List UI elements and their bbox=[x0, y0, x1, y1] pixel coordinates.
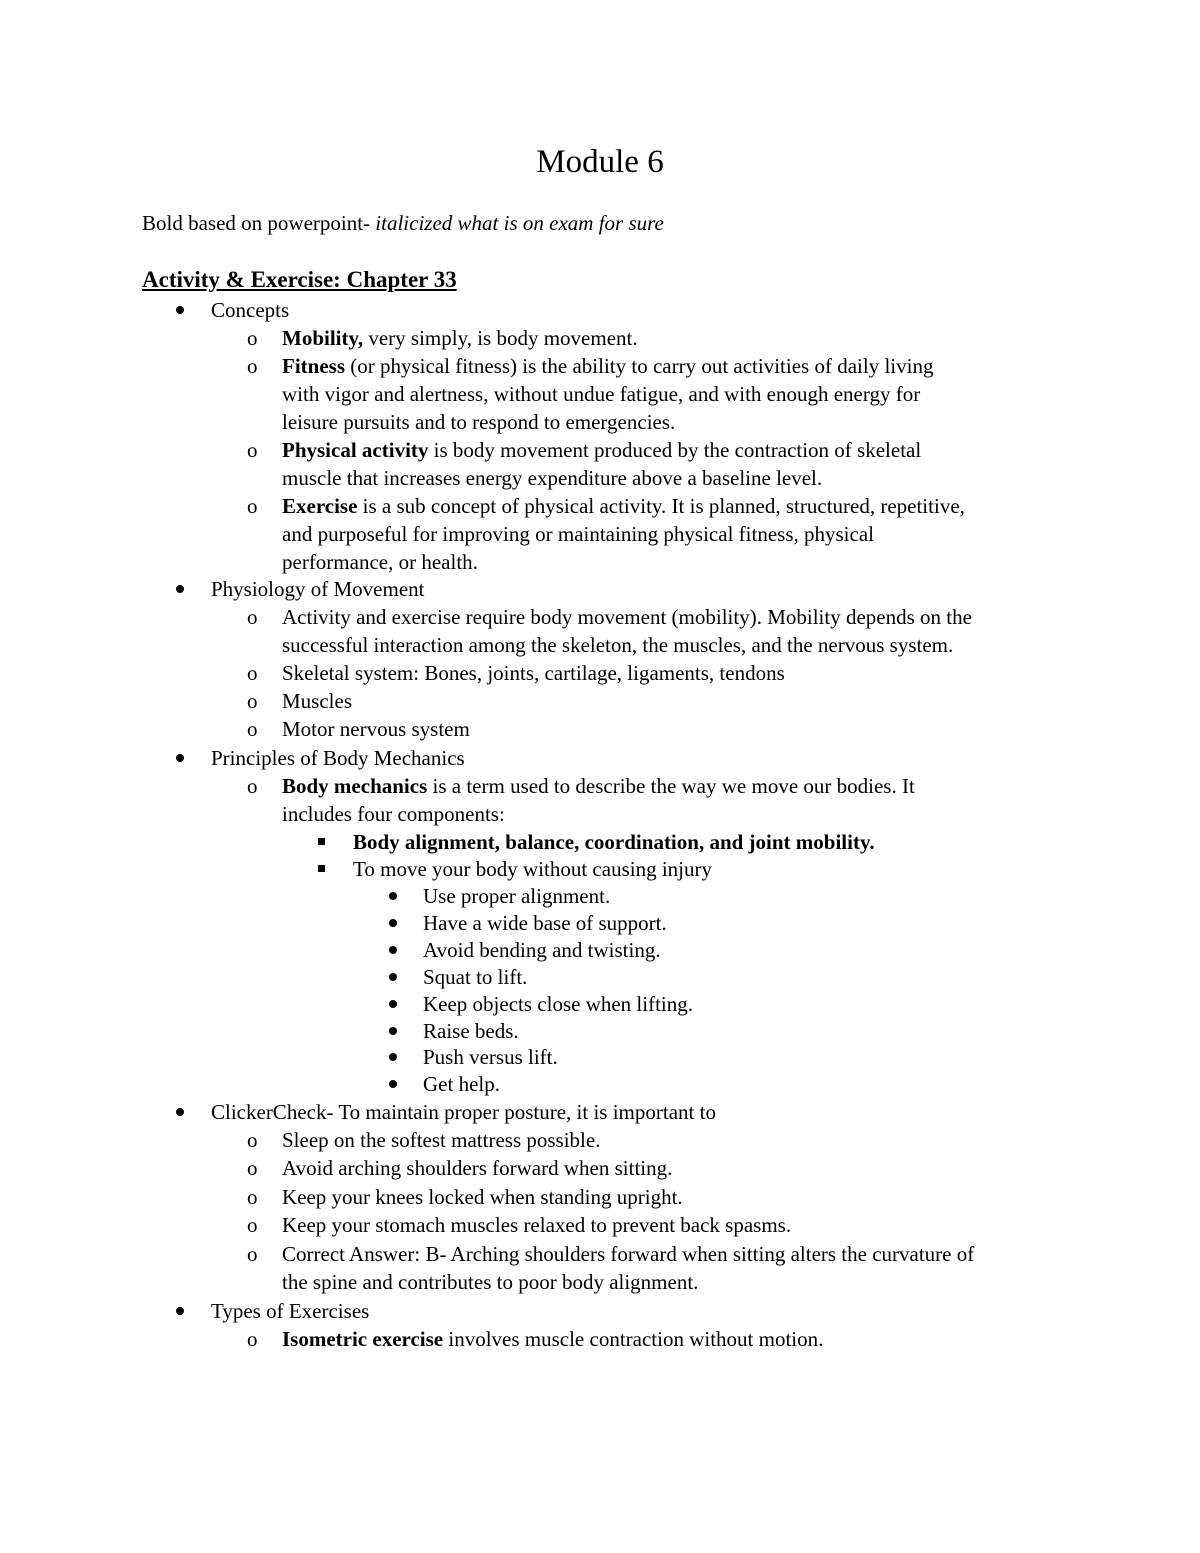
tip-item: Keep objects close when lifting. bbox=[423, 992, 694, 1016]
bullet-square bbox=[318, 838, 325, 845]
bullet-circle: o bbox=[247, 1185, 258, 1209]
injury-prevention-label: To move your body without causing injury bbox=[353, 857, 712, 881]
fitness-definition: (or physical fitness) is the ability to carry out activities of daily living bbox=[345, 354, 934, 378]
physiology-item-4: Motor nervous system bbox=[282, 717, 470, 741]
bullet-dot bbox=[176, 306, 184, 314]
clicker-option: Keep your stomach muscles relaxed to prevent back spasms. bbox=[282, 1213, 792, 1237]
bullet-dot bbox=[389, 1053, 397, 1061]
list-item-clicker-check: ClickerCheck- To maintain proper posture, it is important to bbox=[211, 1100, 716, 1124]
tip-item: Raise beds. bbox=[423, 1019, 519, 1043]
fitness-line-2: with vigor and alertness, without undue fatigue, and with enough energy for bbox=[282, 382, 921, 406]
clicker-option: Sleep on the softest mattress possible. bbox=[282, 1128, 601, 1152]
intro-note bbox=[142, 209, 664, 237]
intro-plain: Bold based on powerpoint- bbox=[142, 211, 376, 235]
bullet-dot bbox=[389, 919, 397, 927]
term-fitness: Fitness bbox=[282, 354, 345, 378]
body-mechanics-line-2: includes four components: bbox=[282, 802, 505, 826]
page-title: Module 6 bbox=[536, 144, 664, 180]
bullet-dot bbox=[389, 1027, 397, 1035]
list-item-fitness bbox=[282, 352, 933, 380]
bullet-circle: o bbox=[247, 661, 258, 685]
bullet-circle: o bbox=[247, 689, 258, 713]
list-item-exercise bbox=[282, 492, 965, 520]
bullet-circle: o bbox=[247, 1156, 258, 1180]
tip-item: Have a wide base of support. bbox=[423, 911, 667, 935]
bullet-circle: o bbox=[247, 605, 258, 629]
clicker-answer-line-2: the spine and contributes to poor body alignment. bbox=[282, 1270, 699, 1294]
isometric-definition: involves muscle contraction without motion. bbox=[443, 1327, 824, 1351]
fitness-line-3: leisure pursuits and to respond to emergencies. bbox=[282, 410, 676, 434]
tip-item: Avoid bending and twisting. bbox=[423, 938, 661, 962]
bullet-circle: o bbox=[247, 326, 258, 350]
bullet-circle: o bbox=[247, 1327, 258, 1351]
bullet-circle: o bbox=[247, 494, 258, 518]
intro-italic: italicized what is on exam for sure bbox=[375, 211, 664, 235]
exercise-line-2: and purposeful for improving or maintaining physical fitness, physical bbox=[282, 522, 874, 546]
bullet-dot bbox=[176, 585, 184, 593]
term-isometric-exercise: Isometric exercise bbox=[282, 1327, 444, 1351]
bullet-dot bbox=[389, 1080, 397, 1088]
bullet-circle: o bbox=[247, 717, 258, 741]
bullet-dot bbox=[389, 1000, 397, 1008]
term-physical-activity: Physical activity bbox=[282, 438, 429, 462]
mobility-definition: very simply, is body movement. bbox=[363, 326, 638, 350]
bullet-circle: o bbox=[247, 774, 258, 798]
term-mobility: Mobility, bbox=[282, 326, 364, 350]
list-item-physiology: Physiology of Movement bbox=[211, 577, 425, 601]
clicker-option: Keep your knees locked when standing upright. bbox=[282, 1185, 683, 1209]
bullet-dot bbox=[176, 1307, 184, 1315]
list-item-concepts: Concepts bbox=[211, 298, 290, 322]
physiology-item-3: Muscles bbox=[282, 689, 352, 713]
bullet-square bbox=[318, 865, 325, 872]
list-item-exercise-types: Types of Exercises bbox=[211, 1299, 370, 1323]
list-item-body-mechanics: Principles of Body Mechanics bbox=[211, 746, 465, 770]
bullet-circle: o bbox=[247, 1242, 258, 1266]
physical-activity-line-2: muscle that increases energy expenditure above a baseline level. bbox=[282, 466, 823, 490]
bullet-circle: o bbox=[247, 1128, 258, 1152]
exercise-line-3: performance, or health. bbox=[282, 550, 478, 574]
bullet-circle: o bbox=[247, 1213, 258, 1237]
bullet-circle: o bbox=[247, 354, 258, 378]
exercise-definition: is a sub concept of physical activity. It is planned, structured, repetitive, bbox=[357, 494, 965, 518]
list-item-mobility bbox=[282, 324, 638, 352]
isometric-exercise-item bbox=[282, 1325, 823, 1353]
tip-item: Squat to lift. bbox=[423, 965, 528, 989]
bullet-dot bbox=[389, 892, 397, 900]
list-item-physical-activity bbox=[282, 436, 921, 464]
bullet-dot bbox=[389, 973, 397, 981]
bullet-circle: o bbox=[247, 438, 258, 462]
clicker-answer: Correct Answer: B- Arching shoulders forward when sitting alters the curvature of bbox=[282, 1242, 975, 1266]
tip-item: Push versus lift. bbox=[423, 1045, 558, 1069]
bullet-dot bbox=[176, 754, 184, 762]
bullet-dot bbox=[176, 1108, 184, 1116]
body-mechanics-text: is a term used to describe the way we move our bodies. It bbox=[427, 774, 915, 798]
tip-item: Get help. bbox=[423, 1072, 500, 1096]
term-body-mechanics: Body mechanics bbox=[282, 774, 428, 798]
clicker-option: Avoid arching shoulders forward when sitting. bbox=[282, 1156, 673, 1180]
physiology-item-1-line-2: successful interaction among the skeleton, the muscles, and the nervous system. bbox=[282, 633, 954, 657]
tip-item: Use proper alignment. bbox=[423, 884, 611, 908]
body-mechanics-definition bbox=[282, 772, 915, 800]
physiology-item-2: Skeletal system: Bones, joints, cartilage, ligaments, tendons bbox=[282, 661, 785, 685]
section-heading: Activity & Exercise: Chapter 33 bbox=[142, 267, 457, 292]
body-mechanics-components: Body alignment, balance, coordination, and joint mobility. bbox=[353, 830, 875, 854]
term-exercise: Exercise bbox=[282, 494, 358, 518]
physiology-item-1: Activity and exercise require body movement (mobility). Mobility depends on the bbox=[282, 605, 972, 629]
bullet-dot bbox=[389, 946, 397, 954]
physical-activity-definition: is body movement produced by the contraction of skeletal bbox=[428, 438, 922, 462]
